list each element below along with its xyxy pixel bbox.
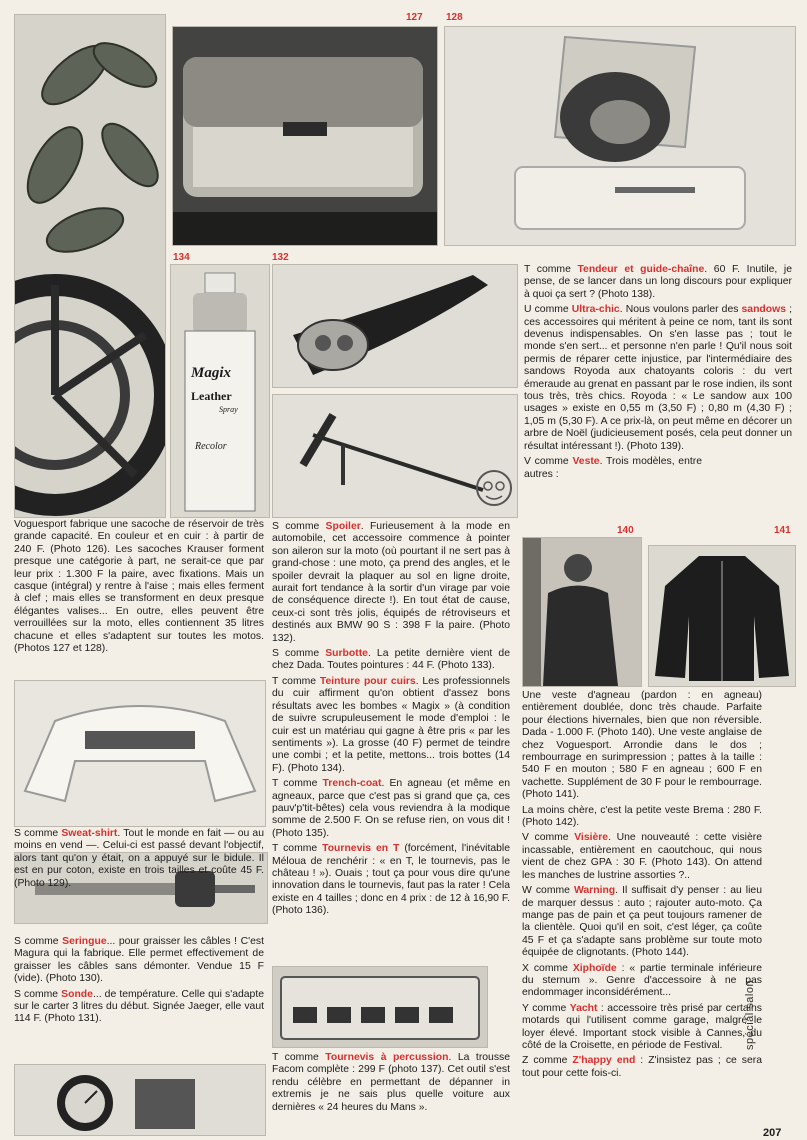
ultrachic-entry: U comme Ultra-chic. Nous voulons parler des sandows ; ces accessoires qui méritent à peine ce nom, tant ils sont devenus indispensables. On s'en lasse pas ; tout le monde s'en sert... et personne n'en parle ! Qu'il nous soit permis de réparer cette injustice, par l'intermédiaire des sandows Royoda aux chatoyants coloris : du vert émeraude au grenat en passant par le rose indien, ils sont tous très, très chics. Royoda : « Le sandow aux 100 usages » existe en 0,55 m (3,50 F) ; 0,80 m (4,30 F) ; 1,05 m (5,30 F). A ce prix-là, on peut même en décorer un arbre de Noël (judicieusement posés, cela peut donner un résultat intéressant !). (Photo 139). [524, 304, 793, 452]
sweat-shirt-illustration [15, 681, 265, 826]
photo-128-open-case-helmet [444, 26, 796, 246]
spoiler-entry: S comme Spoiler. Furieusement à la mode en automobile, cet accessoire commence à pointer son aileron sur la moto (où pourtant il ne sert pas à grand-chose : une moto, ça prend des angles, et le spoiler devrait la plaquer au sol en ligne droite, aurait fort tendance à la sortir d'un virage par voie de conséquence directe !). En tout état de cause, ceux-ci sont très jolis, équipés de rétroviseurs et destinés aux BMW 90 S : 398 F la paire. (Photo 132). [272, 521, 510, 644]
seringue-entry: S comme Seringue... pour graisser les câbles ! C'est Magura qui la fabrique. Elle permet effectivement de graisser les câbles sans démonter. Vendue 15 F (vide). (Photo 130). [14, 936, 264, 985]
photo-132-spoiler-mirror [272, 264, 518, 388]
saddlebag-illustration [173, 27, 437, 245]
tendeur-keyword: Tendeur et guide-chaîne [577, 264, 705, 275]
intro-paragraph: Voguesport fabrique une sacoche de réservoir de très grande capacité. En couleur et en cuir : à partir de 240 F. (Photo 126). Les sacoches Krauser forment presque une catégorie à part, ne serait-ce que par leur prix : 1.300 F la paire, avec fixations. Mais un casque (intégral) y rentre à l'aise ; mais elles ferment à clef ; mais elles se transforment en deux presque élégantes valises... En outre, elles peuvent être verrouillées sur la moto, elles contiennent 35 litres chacune et elles s'adaptent sur toutes les motos. (Photos 127 et 128). [14, 519, 264, 655]
veste-brema: La moins chère, c'est la petite veste Brema : 280 F. (Photo 142). [522, 804, 762, 829]
veste-intro-entry: V comme Veste. Trois modèles, entre autres : [524, 456, 702, 480]
sonde-entry: S comme Sonde... de température. Celle qui s'adapte sur le carter 3 litres du début. Signée Jaeger, elle vaut 114 F. (Photo 131). [14, 988, 264, 1025]
gauge-illustration [15, 1065, 265, 1135]
man-jacket-illustration [523, 538, 641, 686]
left-column-lower [14, 936, 264, 1029]
trench-entry: T comme Trench-coat. En agneau (et même en agneaux, parce que c'est pas si grand que ça, ces pauv'p'tit-bêtes) cela vous reviendra à la modique somme de 2.500 F. On se refuse rien, on vous dit ! (Photo 135). [272, 778, 510, 839]
surbotte-keyword: Surbotte [325, 648, 368, 660]
photo-number-141: 141 [774, 525, 791, 536]
photo-137-facom-kit [272, 966, 488, 1048]
sandows-keyword: sandows [741, 304, 786, 316]
photo-127-saddlebag [172, 26, 438, 246]
visiere-entry: V comme Visière. Une nouveauté : cette visière incassable, entièrement en caoutchouc, qui nous vient de chez GPA : 30 F. (Photo 143). On attend les manches de lustrine assorties ?.. [522, 832, 762, 881]
can-brand: Magix [191, 365, 232, 381]
right-column-bottom [522, 690, 762, 1083]
spoiler-keyword: Spoiler [325, 521, 361, 532]
xiphoide-keyword: Xiphoïde [572, 962, 617, 974]
photo-number-134: 134 [173, 252, 190, 263]
photo-140-man-jacket [522, 537, 642, 687]
percussion-keyword: Tournevis à percussion [325, 1052, 449, 1063]
seringue-keyword: Seringue [62, 936, 107, 947]
yacht-entry: Y comme Yacht : accessoire très prisé par certains motards qui l'utilisent comme garage, malgré le loyer élevé. Important stock visible à Cannes, du côté de la Croisette, en période de Festival. [522, 1002, 762, 1051]
section-tag: spécial salon [744, 979, 756, 1050]
tournevis-t-keyword: Tournevis en T [322, 843, 400, 855]
can-maker: Recolor [195, 441, 227, 452]
zhappy-keyword: Z'happy end [572, 1055, 636, 1067]
surbotte-entry: S comme Surbotte. La petite dernière vient de chez Dada. Toutes pointures : 44 F. (Photo 133). [272, 648, 510, 672]
page-number: 207 [763, 1127, 782, 1139]
visiere-keyword: Visière [574, 832, 609, 844]
ultrachic-keyword: Ultra-chic [571, 304, 620, 316]
left-column-top [14, 519, 264, 658]
can-line1: Leather [191, 389, 232, 403]
teinture-keyword: Teinture pour cuirs [319, 675, 416, 687]
case-helmet-illustration [445, 27, 795, 245]
facom-kit-illustration [273, 967, 487, 1047]
trench-keyword: Trench-coat [322, 778, 382, 790]
sweat-shirt-entry: S comme Sweat-shirt. Tout le monde en fait — ou au moins en vend —. Celui-ci est passé devant l'objectif, alors tant qu'on y était, on a appuyé sur le bidule. Il est en pur coton, existe en trois tailles et coûte 45 F. (Photo 129). [14, 828, 264, 889]
leather-jacket-illustration [649, 546, 795, 686]
sonde-keyword: Sonde [61, 988, 93, 1000]
percussion-entry: T comme Tournevis à percussion. La trousse Facom complète : 299 F (photo 137). Cet outil s'est rendu célèbre en permettant de dépanner in extremis je ne sais plus quelle voiture aux dernières « 24 heures du Mans ». [272, 1052, 511, 1113]
teinture-entry: T comme Teinture pour cuirs. Les professionnels du cuir affirment qu'on obtient d'assez bons résultats avec les bombes « Magix » (à condition de suivre scrupuleusement le mode d'emploi : le cuir est un matériau qui gagne à être pris « par les sentiments »). La grosse (40 F) permet de teindre une combi ; et la petite, mettons... trois bottes (14 F). (Photo 134). [272, 675, 510, 774]
sweat-shirt-keyword: Sweat-shirt [61, 828, 118, 839]
tournevis-t-entry: T comme Tournevis en T (forcément, l'inévitable Méloua de renchérir : « en T, le tournevis, pas le château ! »). Ouais ; tout ça pour vous dire qu'une innovation dans le tournevis, faut pas la rater ! Cela existe en 4 tailles ; donc en 4 prix : de 12 à 16,90 F. (Photo 136). [272, 843, 511, 917]
spoiler-illustration [273, 265, 517, 387]
photo-number-132: 132 [272, 252, 289, 263]
photo-129-sweat-shirt [14, 680, 266, 827]
stamp-mark [468, 464, 520, 522]
photo-141-leather-jacket [648, 545, 796, 687]
photo-131-temperature-gauge [14, 1064, 266, 1136]
warning-keyword: Warning [573, 885, 616, 897]
xiphoide-entry: X comme Xiphoïde : « partie terminale inférieure du sternum ». Genre d'accessoire à ne pas endommager inconsidérément... [522, 962, 762, 999]
tendeur-entry: T comme Tendeur et guide-chaîne. 60 F. Inutile, je pense, de se lancer dans un long discours pour expliquer à quoi ça sert ? (Photo 138). [524, 264, 793, 300]
photo-126-plant-wheel [14, 14, 166, 518]
yacht-keyword: Yacht [569, 1002, 598, 1014]
veste-keyword: Veste [572, 456, 600, 468]
left-column-sweat [14, 828, 264, 893]
warning-entry: W comme Warning. Il suffisait d'y penser : au lieu de marquer dessus : auto ; rajouter auto-moto. Ça mange pas de pain et ça peut toujours ramener de la clientèle. Quoi qu'il en soit, c'est léger, ça coûte 45 F et ça s'adapte sans problème sur toute moto équipée de clignotants. (Photo 144). [522, 885, 762, 959]
veste-body: Une veste d'agneau (pardon : en agneau) entièrement doublée, donc très chaude. Parfaite pour élections hivernales, bien que non réversible. Dada - 1.000 F. (Photo 140). Une veste anglaise de chez Voguesport. Arrondie dans le dos ; rembourrage en surimpression ; pattes à la taille : 540 F en mouton ; 580 F en agneau ; 600 F en vachette. Supplément de 30 F pour le rembourrage. (Photo 141). [522, 690, 762, 801]
middle-column-top [272, 521, 510, 921]
photo-number-128: 128 [446, 12, 463, 23]
photo-134-magix-spray-can [170, 264, 270, 518]
middle-column-bottom [272, 1052, 510, 1117]
leaf-wheel-illustration [15, 15, 165, 517]
right-column-top [524, 264, 792, 484]
photo-number-127: 127 [406, 12, 423, 23]
photo-number-140: 140 [617, 525, 634, 536]
can-line2: Spray [219, 405, 238, 414]
zhappy-entry: Z comme Z'happy end : Z'insistez pas ; ce sera tout pour cette fois-ci. [522, 1055, 763, 1079]
